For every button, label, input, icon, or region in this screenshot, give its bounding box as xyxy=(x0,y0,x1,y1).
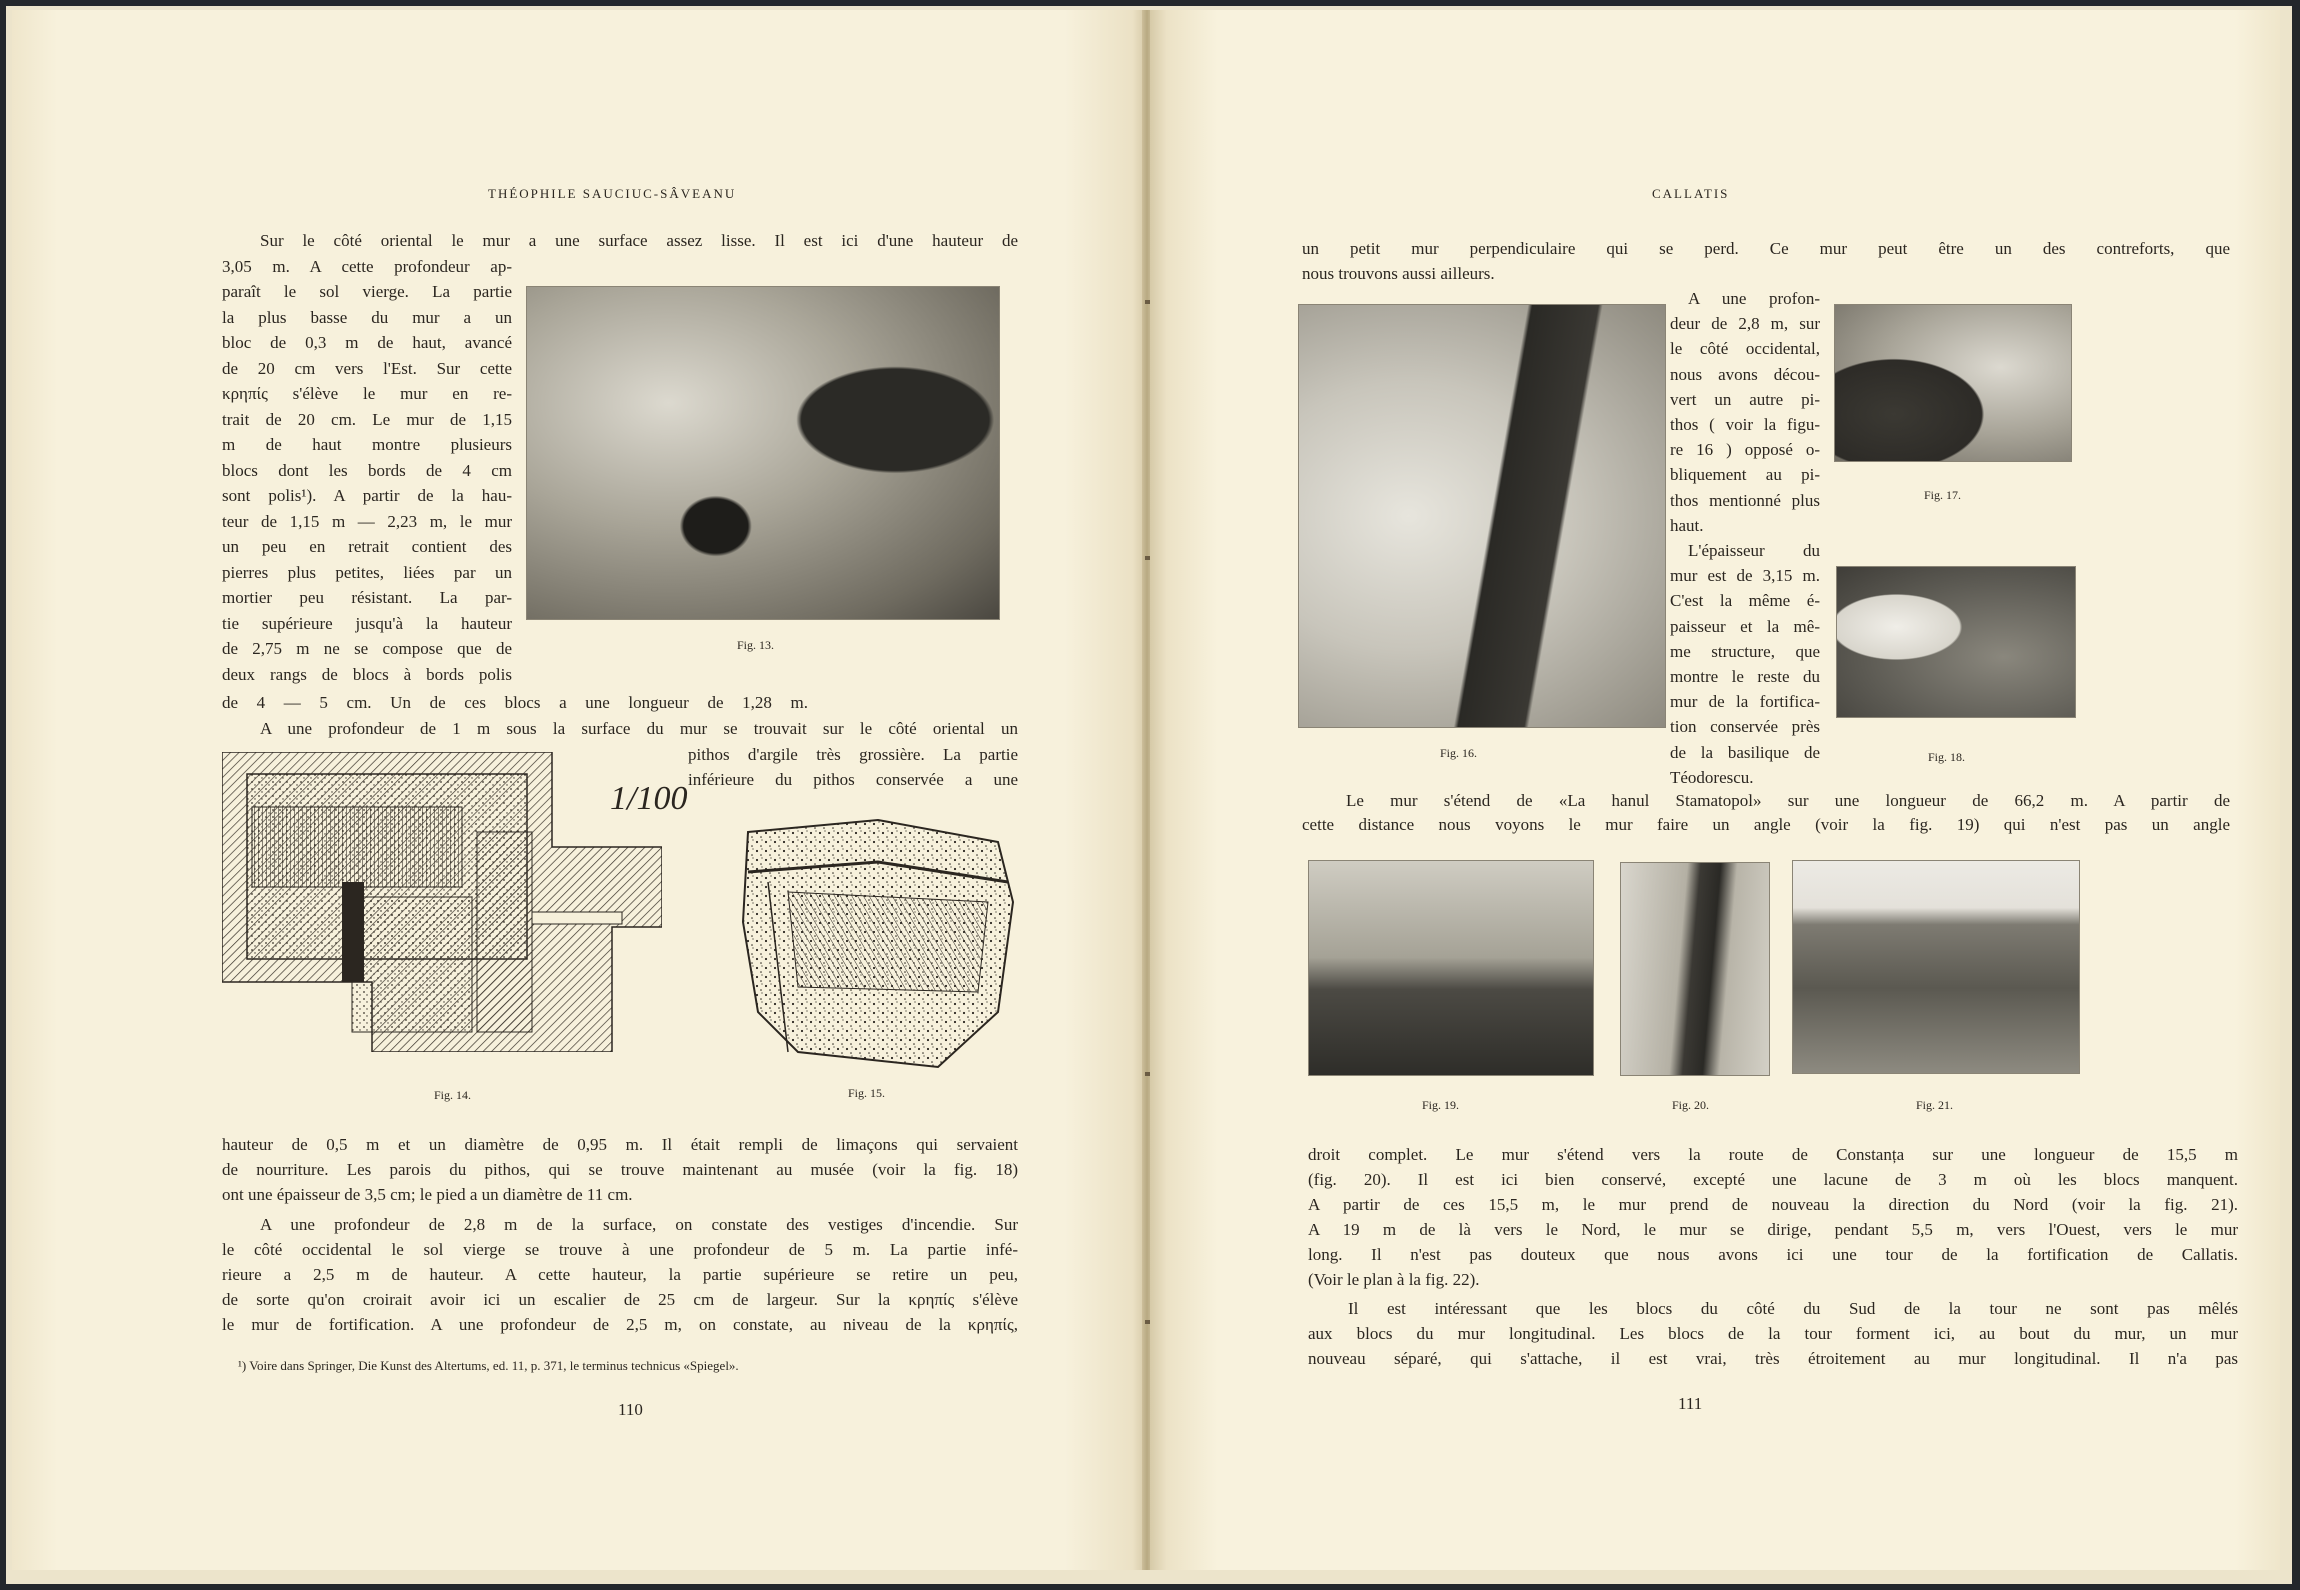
text-line: nous trouvons aussi ailleurs. xyxy=(1302,264,1495,283)
fig-16-photo xyxy=(1298,304,1666,728)
fig-14-caption: Fig. 14. xyxy=(434,1088,472,1102)
right-page xyxy=(1150,10,2280,1570)
fig-13-photo xyxy=(526,286,1000,620)
text-line: un peu en retrait contient des xyxy=(222,537,512,556)
text-line: paraît le sol vierge. La partie xyxy=(222,282,512,301)
fig-20-photo xyxy=(1620,862,1770,1076)
fig-15-drawing xyxy=(728,812,1018,1074)
text-line: de 2,75 m ne se compose que de xyxy=(222,639,512,658)
text-line: tion conservée près xyxy=(1670,717,1820,737)
text-line: me structure, que xyxy=(1670,641,1820,661)
text-line: thos ( voir la figu- xyxy=(1670,415,1820,434)
text-line: mortier peu résistant. La par- xyxy=(222,588,512,607)
fig-16-caption: Fig. 16. xyxy=(1440,746,1478,760)
fig-17-caption: Fig. 17. xyxy=(1924,488,1962,502)
text-line: de nourriture. Les parois du pithos, qui se trouve maintenant au musée (voir la fig. 18) xyxy=(222,1160,1018,1179)
fig-20-caption: Fig. 20. xyxy=(1672,1098,1710,1112)
text-line: de la basilique de xyxy=(1670,742,1820,762)
fig-17-photo xyxy=(1834,304,2072,462)
text-line: 3,05 m. A cette profondeur ap- xyxy=(222,256,512,276)
left-page-number: 110 xyxy=(618,1400,643,1419)
text-line: de 4 — 5 cm. Un de ces blocs a une longueur de 1,28 m. xyxy=(222,693,808,712)
text-line: A une profondeur de 2,8 m de la surface, on constate des vestiges d'incendie. Sur xyxy=(260,1215,1018,1234)
text-line: L'épaisseur du xyxy=(1688,541,1820,560)
text-line: (fig. 20). Il est ici bien conservé, excepté une lacune de 3 m où les blocs manquent. xyxy=(1308,1170,2238,1189)
left-running-head: THÉOPHILE SAUCIUC-SÂVEANU xyxy=(488,186,737,201)
text-line: A 19 m de là vers le Nord, le mur se dirige, pendant 5,5 m, vers l'Ouest, vers le mur xyxy=(1308,1220,2238,1239)
text-line: montre le reste du xyxy=(1670,667,1820,686)
right-page-number: 111 xyxy=(1678,1394,1703,1413)
text-line: κρηπίς s'élève le mur en re- xyxy=(222,384,512,403)
scale-label: 1/100 xyxy=(610,780,688,817)
text-line: m de haut montre plusieurs xyxy=(222,435,512,454)
text-line: long. Il n'est pas douteux que nous avons ici une tour de la fortification de Callatis. xyxy=(1308,1245,2238,1264)
text-line: droit complet. Le mur s'étend vers la route de Constanța sur une longueur de 15,5 m xyxy=(1308,1145,2238,1164)
right-running-head: CALLATIS xyxy=(1652,186,1730,201)
text-line: sont polis¹). A partir de la hau- xyxy=(222,486,512,505)
fig-19-photo xyxy=(1308,860,1594,1076)
text-line: un petit mur perpendiculaire qui se perd. Ce mur peut être un des contreforts, que xyxy=(1302,239,2230,258)
text-line: re 16 ) opposé o- xyxy=(1670,440,1820,460)
text-line: haut. xyxy=(1670,515,1704,535)
fig-18-photo xyxy=(1836,566,2076,718)
text-line: deur de 2,8 m, sur xyxy=(1670,314,1820,334)
text-line: teur de 1,15 m — 2,23 m, le mur xyxy=(222,511,512,531)
text-line: inférieure du pithos conservée a une xyxy=(688,770,1018,789)
text-line: Il est intéressant que les blocs du côté du Sud de la tour ne sont pas mêlés xyxy=(1348,1299,2238,1318)
text-line: pithos d'argile très grossière. La partie xyxy=(688,745,1018,764)
text-line: de 20 cm vers l'Est. Sur cette xyxy=(222,358,512,378)
text-line: A une profondeur de 1 m sous la surface du mur se trouvait sur le côté oriental un xyxy=(260,719,1018,738)
text-line: C'est la même é- xyxy=(1670,591,1820,611)
text-line: le côté occidental le sol vierge se trouve à une profondeur de 5 m. La partie infé- xyxy=(222,1240,1018,1259)
text-line: Sur le côté oriental le mur a une surface assez lisse. Il est ici d'une hauteur de xyxy=(260,231,1018,250)
text-line: tie supérieure jusqu'à la hauteur xyxy=(222,613,512,633)
text-line: trait de 20 cm. Le mur de 1,15 xyxy=(222,409,512,429)
text-line: nous avons décou- xyxy=(1670,364,1820,384)
text-line: la plus basse du mur a un xyxy=(222,307,512,327)
fig-21-photo xyxy=(1792,860,2080,1074)
fig-14-drawing xyxy=(222,752,662,1052)
text-line: mur de la fortifica- xyxy=(1670,692,1820,712)
text-line: bloc de 0,3 m de haut, avancé xyxy=(222,333,512,352)
text-line: pierres plus petites, liées par un xyxy=(222,562,512,582)
text-line: A partir de ces 15,5 m, le mur prend de nouveau la direction du Nord (voir la fig. 21). xyxy=(1308,1195,2238,1214)
text-line: cette distance nous voyons le mur faire un angle (voir la fig. 19) qui n'est pas un angle xyxy=(1302,815,2230,834)
text-line: A une profon- xyxy=(1688,289,1820,308)
fig-18-caption: Fig. 18. xyxy=(1928,750,1966,764)
fig-13-caption: Fig. 13. xyxy=(737,638,775,652)
text-line: ont une épaisseur de 3,5 cm; le pied a un diamètre de 11 cm. xyxy=(222,1185,633,1204)
text-line: deux rangs de blocs à bords polis xyxy=(222,664,512,684)
text-line: de sorte qu'on croirait avoir ici un escalier de 25 cm de largeur. Sur la κρηπίς s'élève xyxy=(222,1290,1018,1309)
text-line: le côté occidental, xyxy=(1670,339,1820,359)
text-line: paisseur et la mê- xyxy=(1670,616,1820,636)
fig-15-caption: Fig. 15. xyxy=(848,1086,886,1100)
text-line: le mur de fortification. A une profondeur de 2,5 m, on constate, au niveau de la κρηπίς, xyxy=(222,1315,1018,1334)
text-line: (Voir le plan à la fig. 22). xyxy=(1308,1270,1480,1289)
footnote: ¹) Voire dans Springer, Die Kunst des Altertums, ed. 11, p. 371, le terminus technicus «Spiegel». xyxy=(238,1358,739,1373)
text-line: rieure a 2,5 m de hauteur. A cette hauteur, la partie supérieure se retire un peu, xyxy=(222,1265,1018,1284)
text-line: vert un autre pi- xyxy=(1670,389,1820,409)
text-line: bliquement au pi- xyxy=(1670,465,1820,485)
text-line: nouveau séparé, qui s'attache, il est vrai, très étroitement au mur longitudinal. Il n'a pas xyxy=(1308,1349,2238,1368)
text-line: mur est de 3,15 m. xyxy=(1670,566,1820,586)
text-line: hauteur de 0,5 m et un diamètre de 0,95 m. Il était rempli de limaçons qui servaient xyxy=(222,1135,1018,1154)
text-line: Téodorescu. xyxy=(1670,767,1754,787)
fig-21-caption: Fig. 21. xyxy=(1916,1098,1954,1112)
left-page xyxy=(12,10,1144,1570)
text-line: thos mentionné plus xyxy=(1670,490,1820,510)
text-line: aux blocs du mur longitudinal. Les blocs de la tour forment ici, au bout du mur, un mur xyxy=(1308,1324,2238,1343)
text-line: Le mur s'étend de «La hanul Stamatopol» sur une longueur de 66,2 m. A partir de xyxy=(1346,791,2230,810)
text-line: blocs dont les bords de 4 cm xyxy=(222,460,512,480)
fig-19-caption: Fig. 19. xyxy=(1422,1098,1460,1112)
